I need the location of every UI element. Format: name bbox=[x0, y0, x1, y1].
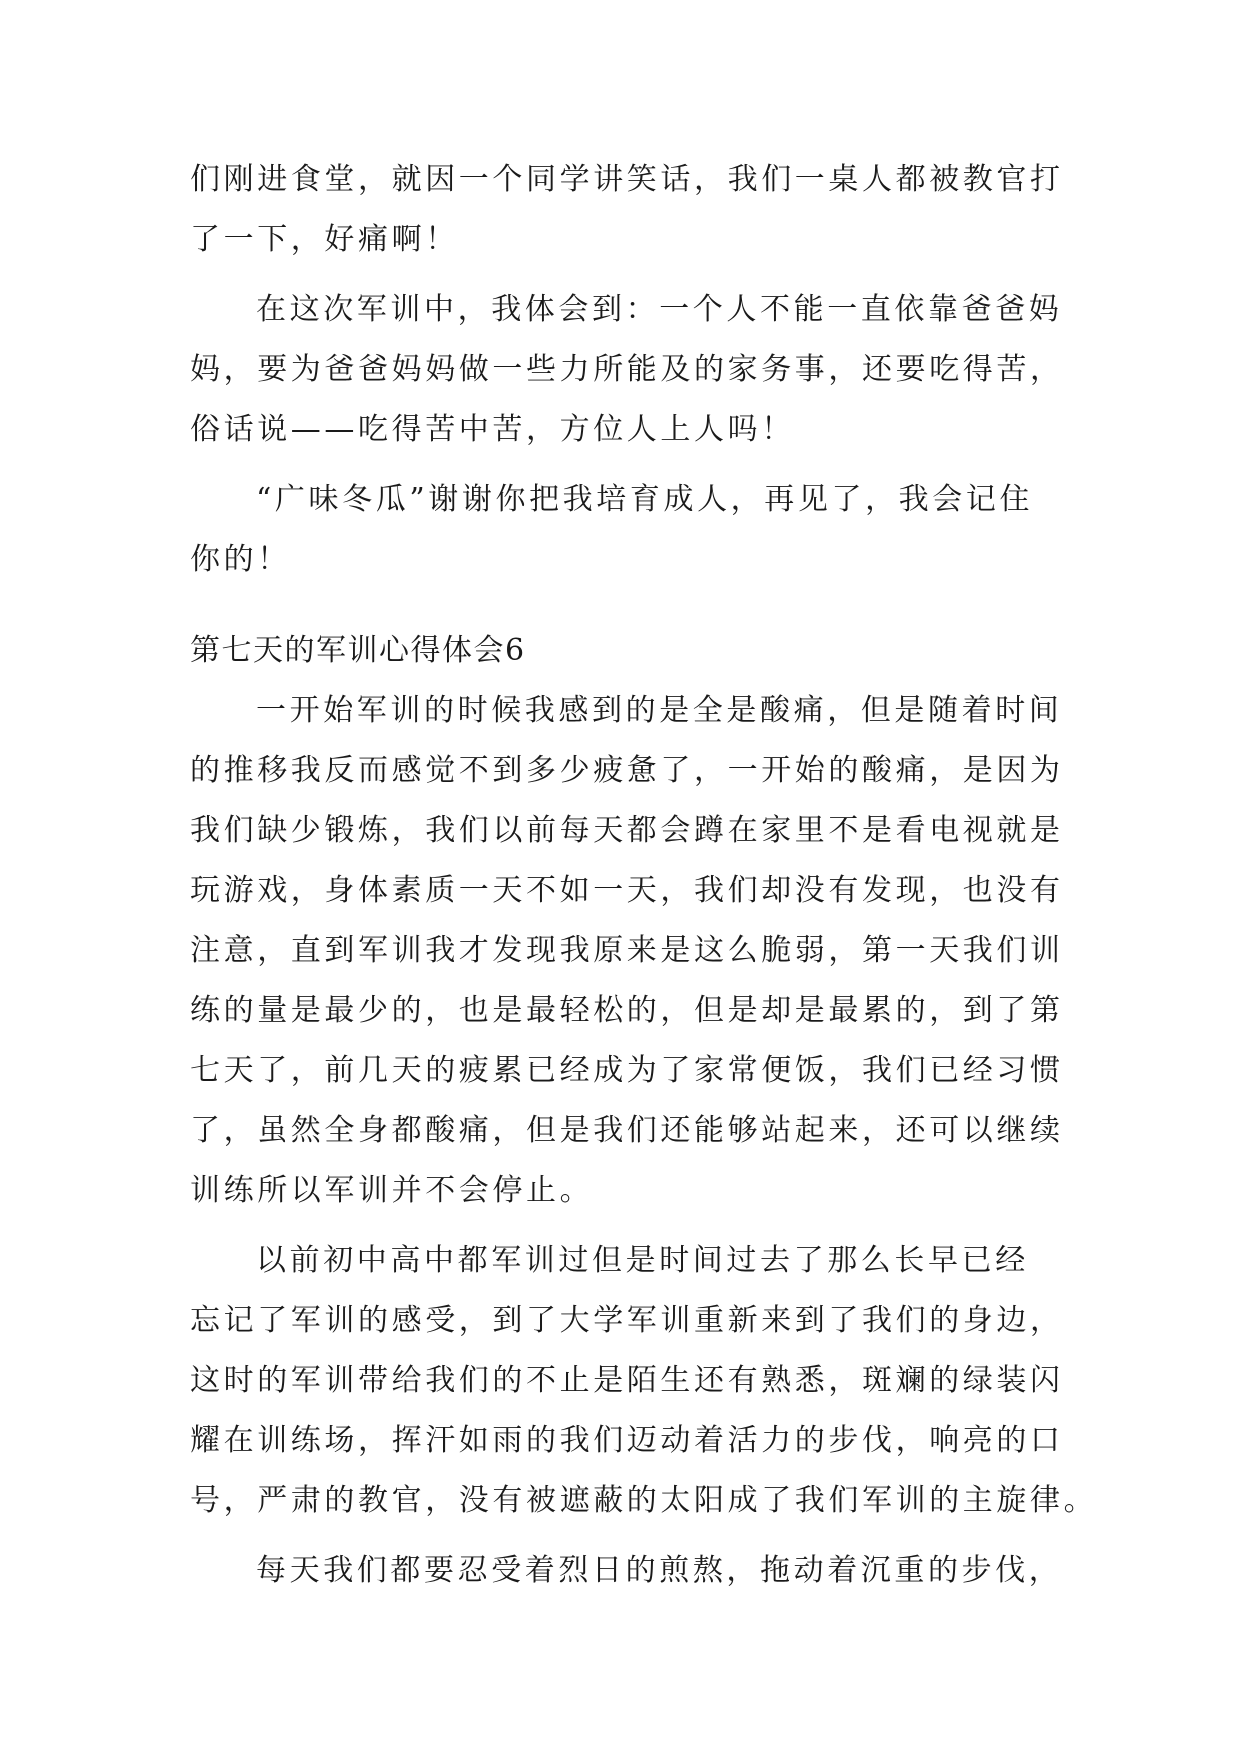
text-line: 以前初中高中都军训过但是时间过去了那么长早已经 bbox=[256, 1243, 1029, 1278]
text-line: 了一下，好痛啊！ bbox=[190, 222, 459, 257]
text-line: 了，虽然全身都酸痛，但是我们还能够站起来，还可以继续 bbox=[190, 1113, 1064, 1148]
paragraph bbox=[190, 470, 1050, 590]
paragraph bbox=[190, 681, 1064, 1221]
text-line: 号，严肃的教官，没有被遮蔽的太阳成了我们军训的主旋律。 bbox=[190, 1483, 1098, 1518]
text-line: 你的！ bbox=[190, 542, 291, 577]
text-line: 俗话说——吃得苦中苦，方位人上人吗！ bbox=[190, 412, 795, 447]
text-line: 一开始军训的时候我感到的是全是酸痛，但是随着时间 bbox=[256, 693, 1063, 728]
text-line: 练的量是最少的，也是最轻松的，但是却是最累的，到了第 bbox=[190, 993, 1064, 1028]
paragraph bbox=[190, 1231, 1098, 1531]
text-line: 训练所以军训并不会停止。 bbox=[190, 1173, 594, 1208]
text-line: 的推移我反而感觉不到多少疲惫了，一开始的酸痛，是因为 bbox=[190, 753, 1064, 788]
essay-section bbox=[190, 621, 1098, 1601]
paragraph bbox=[190, 1541, 1063, 1601]
text-line: 妈，要为爸爸妈妈做一些力所能及的家务事，还要吃得苦， bbox=[190, 352, 1064, 387]
text-line: 我们缺少锻炼，我们以前每天都会蹲在家里不是看电视就是 bbox=[190, 813, 1064, 848]
essay-title: 第七天的军训心得体会6 bbox=[190, 633, 526, 668]
text-line: 们刚进食堂，就因一个同学讲笑话，我们一桌人都被教官打 bbox=[190, 162, 1064, 197]
text-line: 忘记了军训的感受，到了大学军训重新来到了我们的身边， bbox=[190, 1303, 1064, 1338]
paragraph bbox=[190, 150, 1064, 270]
text-line: “广味冬瓜”谢谢你把我培育成人，再见了，我会记住 bbox=[256, 482, 1034, 517]
paragraph bbox=[190, 280, 1064, 460]
text-line: 七天了，前几天的疲累已经成为了家常便饭，我们已经习惯 bbox=[190, 1053, 1064, 1088]
text-line: 每天我们都要忍受着烈日的煎熬，拖动着沉重的步伐， bbox=[256, 1553, 1063, 1588]
text-line: 这时的军训带给我们的不止是陌生还有熟悉，斑斓的绿装闪 bbox=[190, 1363, 1064, 1398]
text-line: 在这次军训中，我体会到：一个人不能一直依靠爸爸妈 bbox=[256, 292, 1063, 327]
text-line: 玩游戏，身体素质一天不如一天，我们却没有发现，也没有 bbox=[190, 873, 1064, 908]
text-line: 耀在训练场，挥汗如雨的我们迈动着活力的步伐，响亮的口 bbox=[190, 1423, 1064, 1458]
text-line: 注意，直到军训我才发现我原来是这么脆弱，第一天我们训 bbox=[190, 933, 1064, 968]
previous-essay-continuation bbox=[190, 150, 1064, 590]
